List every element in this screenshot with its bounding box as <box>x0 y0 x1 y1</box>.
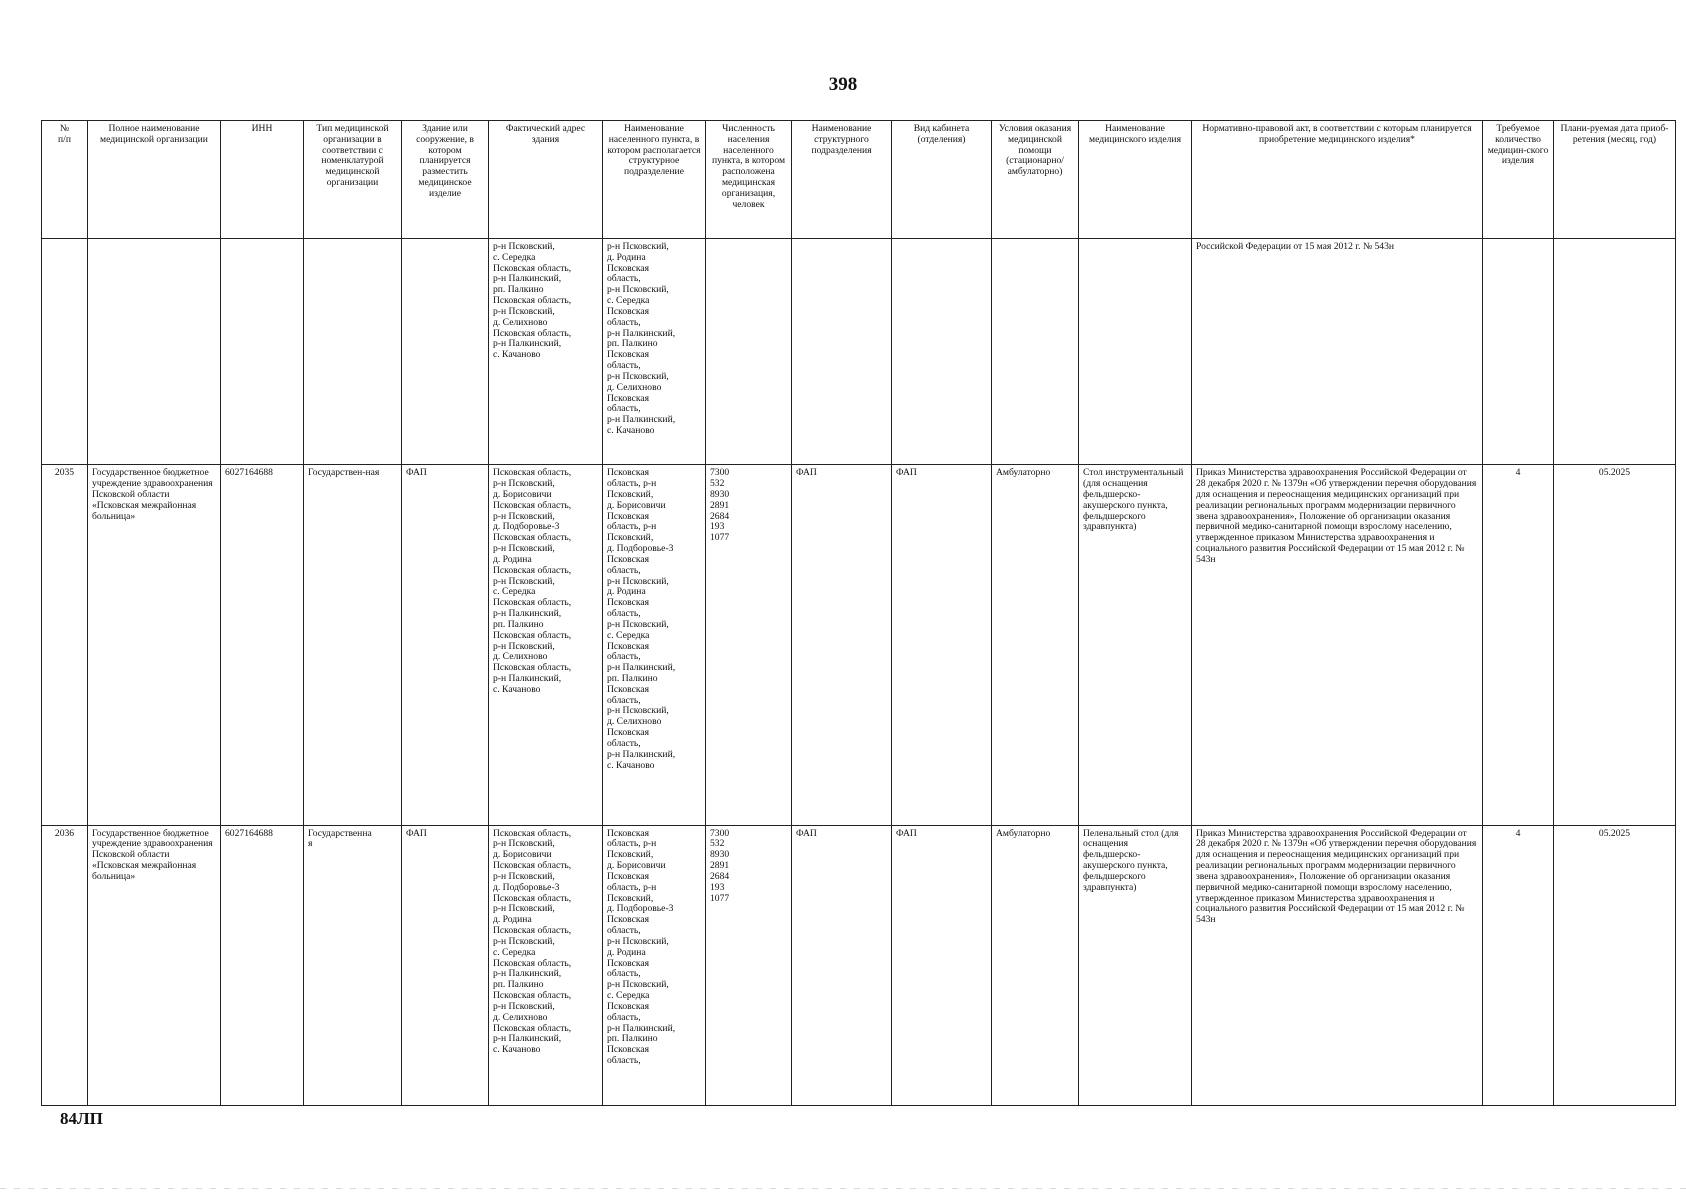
col-header-org: Полное наименование медицинской организации <box>88 121 221 239</box>
cell-org: Государственное бюджетное учреждение здравоохранения Псковской области «Псковская межрайонная больница» <box>88 465 221 825</box>
table-row <box>42 465 1676 825</box>
cell-empty <box>992 239 1079 465</box>
cell-empty <box>892 239 992 465</box>
cell-empty <box>792 239 892 465</box>
cell-address: р-н Псковский, с. Середка Псковская область, р-н Палкинский, рп. Палкино Псковская область, р-н Псковский, д. Селихново Псковская область, р-н Палкинский, с. Качаново <box>489 239 603 465</box>
cell-qty: 4 <box>1483 465 1554 825</box>
col-header-device: Наименование медицинского изделия <box>1079 121 1192 239</box>
cell-empty <box>1483 239 1554 465</box>
cell-empty <box>1554 239 1676 465</box>
col-header-address: Фактический адрес здания <box>489 121 603 239</box>
page-number: 398 <box>828 74 858 95</box>
cell-empty <box>88 239 221 465</box>
cell-empty <box>42 239 88 465</box>
equipment-table <box>41 120 1676 1106</box>
col-header-act: Нормативно-правовой акт, в соответствии с которым планируется приобретение медицинского изделия* <box>1192 121 1483 239</box>
cell-act: Приказ Министерства здравоохранения Российской Федерации от 28 декабря 2020 г. № 1379н «Об утверждении перечня оборудования для оснащения и переоснащения медицинских организаций при реализации региональных программ модернизации первичного звена здравоохранения», Положение об организации оказания первичной медико-санитарной помощи взрослому населению, утвержденное приказом Министерства здравоохранения и социального развития Российской Федерации от 15 мая 2012 г. № 543н <box>1192 465 1483 825</box>
col-header-qty: Требуемое количество медицин-ского изделия <box>1483 121 1554 239</box>
cell-inn: 6027164688 <box>221 465 304 825</box>
header-row <box>42 121 1676 239</box>
cell-cabinet: ФАП <box>892 825 992 1105</box>
cell-act: Приказ Министерства здравоохранения Российской Федерации от 28 декабря 2020 г. № 1379н «Об утверждении перечня оборудования для оснащения и переоснащения медицинских организаций при реализации региональных программ модернизации первичного звена здравоохранения», Положение об организации оказания первичной медико-санитарной помощи взрослому населению, утвержденное приказом Министерства здравоохранения и социального развития Российской Федерации от 15 мая 2012 г. № 543н <box>1192 825 1483 1105</box>
cell-num: 2035 <box>42 465 88 825</box>
table-row <box>42 825 1676 1105</box>
col-header-num: № п/п <box>42 121 88 239</box>
cell-inn: 6027164688 <box>221 825 304 1105</box>
cell-qty: 4 <box>1483 825 1554 1105</box>
cell-population: 7300 532 8930 2891 2684 193 1077 <box>706 825 792 1105</box>
col-header-conditions: Условия оказания медицинской помощи (стационарно/ амбулаторно) <box>992 121 1079 239</box>
cell-unit: ФАП <box>792 825 892 1105</box>
col-header-locality: Наименование населенного пункта, в котором располагается структурное подразделение <box>603 121 706 239</box>
cell-locality: Псковская область, р-н Псковский, д. Борисовичи Псковская область, р-н Псковский, д. Подборовье-3 Псковская область, р-н Псковский, д. Родина Псковская область, р-н Псковский, с. Середка Псковская область, р-н Палкинский, рп. Палкино Псковская область, <box>603 825 706 1105</box>
cell-type: Государствен-ная <box>304 465 402 825</box>
cell-conditions: Амбулаторно <box>992 465 1079 825</box>
cell-empty <box>402 239 489 465</box>
col-header-date: Плани-руемая дата приоб-ретения (месяц, год) <box>1554 121 1676 239</box>
cell-conditions: Амбулаторно <box>992 825 1079 1105</box>
col-header-cabinet: Вид кабинета (отделения) <box>892 121 992 239</box>
cell-date: 05.2025 <box>1554 465 1676 825</box>
cell-locality: р-н Псковский, д. Родина Псковская область, р-н Псковский, с. Середка Псковская область, р-н Палкинский, рп. Палкино Псковская область, р-н Псковский, д. Селихново Псковская область, р-н Палкинский, с. Качаново <box>603 239 706 465</box>
cell-building: ФАП <box>402 825 489 1105</box>
cell-device: Стол инструментальный (для оснащения фельдшерско-акушерского пункта, фельдшерского здравпункта) <box>1079 465 1192 825</box>
cell-empty <box>221 239 304 465</box>
cell-unit: ФАП <box>792 465 892 825</box>
col-header-inn: ИНН <box>221 121 304 239</box>
cell-address: Псковская область, р-н Псковский, д. Борисовичи Псковская область, р-н Псковский, д. Подборовье-3 Псковская область, р-н Псковский, д. Родина Псковская область, р-н Псковский, с. Середка Псковская область, р-н Палкинский, рп. Палкино Псковская область, р-н Псковский, д. Селихново Псковская область, р-н Палкинский, с. Качаново <box>489 465 603 825</box>
col-header-population: Численность населения населенного пункта, в котором расположена медицинская организация, человек <box>706 121 792 239</box>
col-header-type: Тип медицинской организации в соответствии с номенклатурой медицинской организации <box>304 121 402 239</box>
cell-num: 2036 <box>42 825 88 1105</box>
cell-building: ФАП <box>402 465 489 825</box>
cell-org: Государственное бюджетное учреждение здравоохранения Псковской области «Псковская межрайонная больница» <box>88 825 221 1105</box>
cell-empty <box>706 239 792 465</box>
cell-type: Государственна я <box>304 825 402 1105</box>
cell-address: Псковская область, р-н Псковский, д. Борисовичи Псковская область, р-н Псковский, д. Подборовье-3 Псковская область, р-н Псковский, д. Родина Псковская область, р-н Псковский, с. Середка Псковская область, р-н Палкинский, рп. Палкино Псковская область, р-н Псковский, д. Селихново Псковская область, р-н Палкинский, с. Качаново <box>489 825 603 1105</box>
cell-device: Пеленальный стол (для оснащения фельдшерско-акушерского пункта, фельдшерского здравпункта) <box>1079 825 1192 1105</box>
table-row-continuation <box>42 239 1676 465</box>
cell-cabinet: ФАП <box>892 465 992 825</box>
cell-population: 7300 532 8930 2891 2684 193 1077 <box>706 465 792 825</box>
cell-date: 05.2025 <box>1554 825 1676 1105</box>
cell-empty <box>1079 239 1192 465</box>
footer-code: 84ЛП <box>60 1109 103 1128</box>
col-header-building: Здание или сооружение, в котором планируется разместить медицинское изделие <box>402 121 489 239</box>
cell-empty <box>304 239 402 465</box>
col-header-unit: Наименование структурного подразделения <box>792 121 892 239</box>
cell-act: Российской Федерации от 15 мая 2012 г. № 543н <box>1192 239 1483 465</box>
cell-locality: Псковская область, р-н Псковский, д. Борисовичи Псковская область, р-н Псковский, д. Подборовье-3 Псковская область, р-н Псковский, д. Родина Псковская область, р-н Псковский, с. Середка Псковская область, р-н Палкинский, рп. Палкино Псковская область, р-н Псковский, д. Селихново Псковская область, р-н Палкинский, с. Качаново <box>603 465 706 825</box>
